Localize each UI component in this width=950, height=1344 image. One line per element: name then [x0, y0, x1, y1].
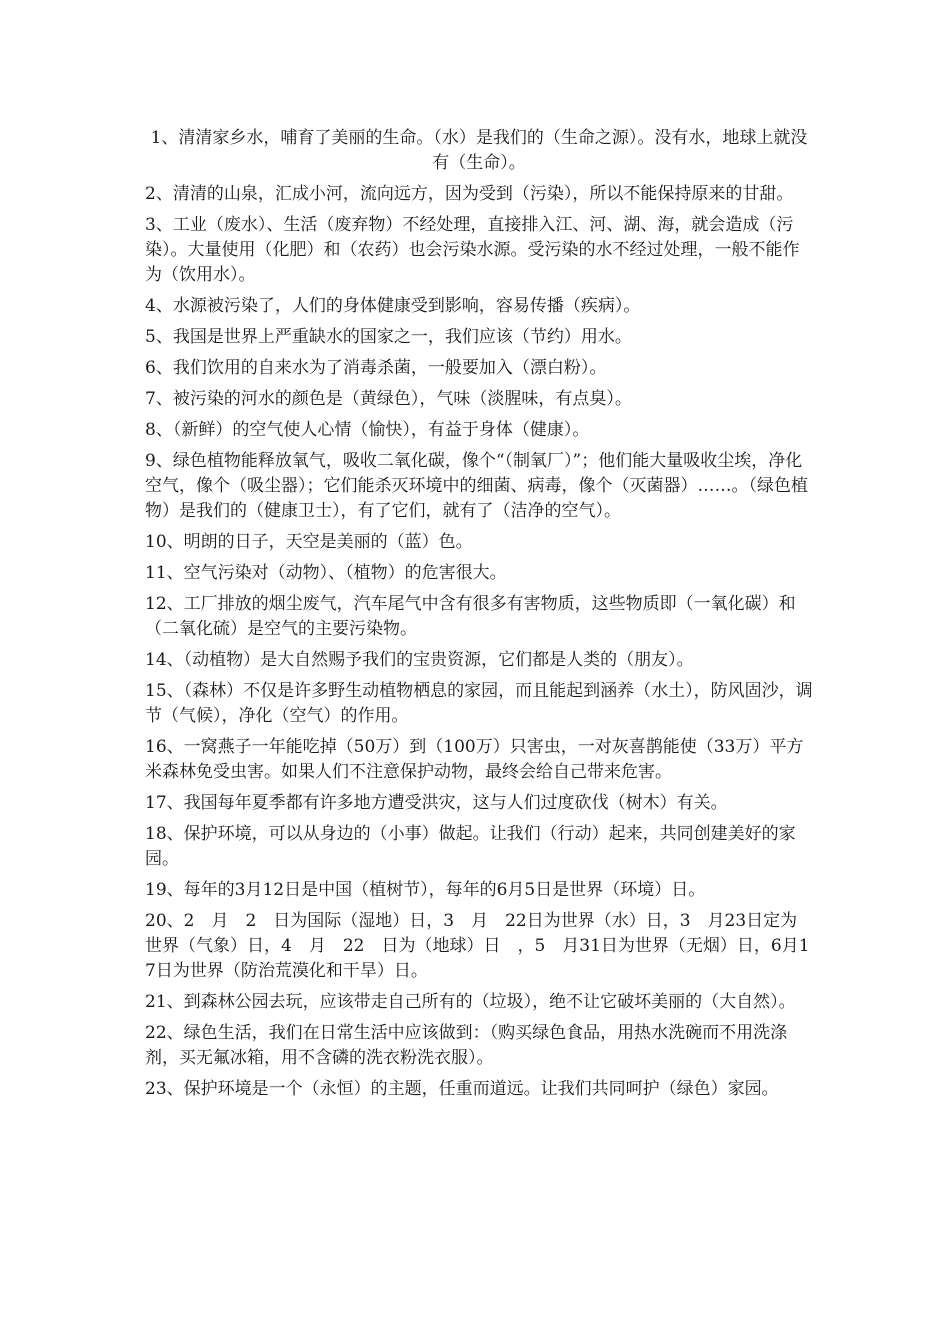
paragraph-4: 4、水源被污染了，人们的身体健康受到影响，容易传播（疾病）。 — [145, 296, 641, 316]
paragraph-17: 17、我国每年夏季都有许多地方遭受洪灾，这与人们过度砍伐（树木）有关。 — [145, 793, 728, 813]
paragraph-6: 6、我们饮用的自来水为了消毒杀菌，一般要加入（漂白粉）。 — [145, 358, 607, 378]
paragraph-20: 20、2 月 2 日为国际（湿地）日，3 月 22日为世界（水）日，3 月23日定为世界（气象）日，4 月 22 日为（地球）日 ，5 月31日为世界（无烟）日，6月17日为世界（防治荒漠化和干旱）日。 — [145, 911, 810, 981]
paragraph-10: 10、明朗的日子，天空是美丽的（蓝）色。 — [145, 532, 473, 552]
paragraph-3: 3、工业（废水）、生活（废弃物）不经处理，直接排入江、河、湖、海，就会造成（污染）。大量使用（化肥）和（农药）也会污染水源。受污染的水不经过处理，一般不能作为（饮用水）。 — [145, 215, 800, 285]
paragraph-19: 19、每年的3月12日是中国（植树节），每年的6月5日是世界（环境）日。 — [145, 880, 706, 900]
document-body — [145, 126, 813, 1108]
paragraph-18: 18、保护环境，可以从身边的（小事）做起。让我们（行动）起来，共同创建美好的家园。 — [145, 824, 796, 869]
paragraph-1: 1、清清家乡水，哺育了美丽的生命。（水）是我们的（生命之源）。没有水，地球上就没有（生命）。 — [150, 128, 808, 173]
paragraph-23: 23、保护环境是一个（永恒）的主题，任重而道远。让我们共同呵护（绿色）家园。 — [145, 1079, 779, 1099]
paragraph-9: 9、绿色植物能释放氧气，吸收二氧化碳，像个“（制氧厂）”；他们能大量吸收尘埃，净化空气，像个（吸尘器）；它们能杀灭环境中的细菌、病毒，像个（灭菌器）……。（绿色植物）是我们的（健康卫士），有了它们，就有了（洁净的空气）。 — [145, 451, 808, 521]
paragraph-11: 11、空气污染对（动物）、（植物）的危害很大。 — [145, 563, 507, 583]
paragraph-15: 15、（森林）不仅是许多野生动植物栖息的家园，而且能起到涵养（水土），防风固沙，调节（气候），净化（空气）的作用。 — [145, 681, 813, 726]
paragraph-22: 22、绿色生活，我们在日常生活中应该做到：（购买绿色食品，用热水洗碗而不用洗涤剂，买无氟冰箱，用不含磷的洗衣粉洗衣服）。 — [145, 1023, 788, 1068]
paragraph-14: 14、（动植物）是大自然赐予我们的宝贵资源，它们都是人类的（朋友）。 — [145, 650, 694, 670]
paragraph-8: 8、（新鲜）的空气使人心情（愉快），有益于身体（健康）。 — [145, 420, 590, 440]
paragraph-21: 21、到森林公园去玩，应该带走自己所有的（垃圾），绝不让它破坏美丽的（大自然）。 — [145, 992, 796, 1012]
paragraph-2: 2、清清的山泉，汇成小河，流向远方，因为受到（污染），所以不能保持原来的甘甜。 — [145, 184, 794, 204]
paragraph-16: 16、一窝燕子一年能吃掉（50万）到（100万）只害虫，一对灰喜鹊能使（33万）平方米森林免受虫害。如果人们不注意保护动物，最终会给自己带来危害。 — [145, 737, 804, 782]
paragraph-7: 7、被污染的河水的颜色是（黄绿色），气味（淡腥味，有点臭）。 — [145, 389, 632, 409]
paragraph-5: 5、我国是世界上严重缺水的国家之一，我们应该（节约）用水。 — [145, 327, 632, 347]
paragraph-12: 12、工厂排放的烟尘废气，汽车尾气中含有很多有害物质，这些物质即（一氧化碳）和（二氧化硫）是空气的主要污染物。 — [145, 594, 796, 639]
